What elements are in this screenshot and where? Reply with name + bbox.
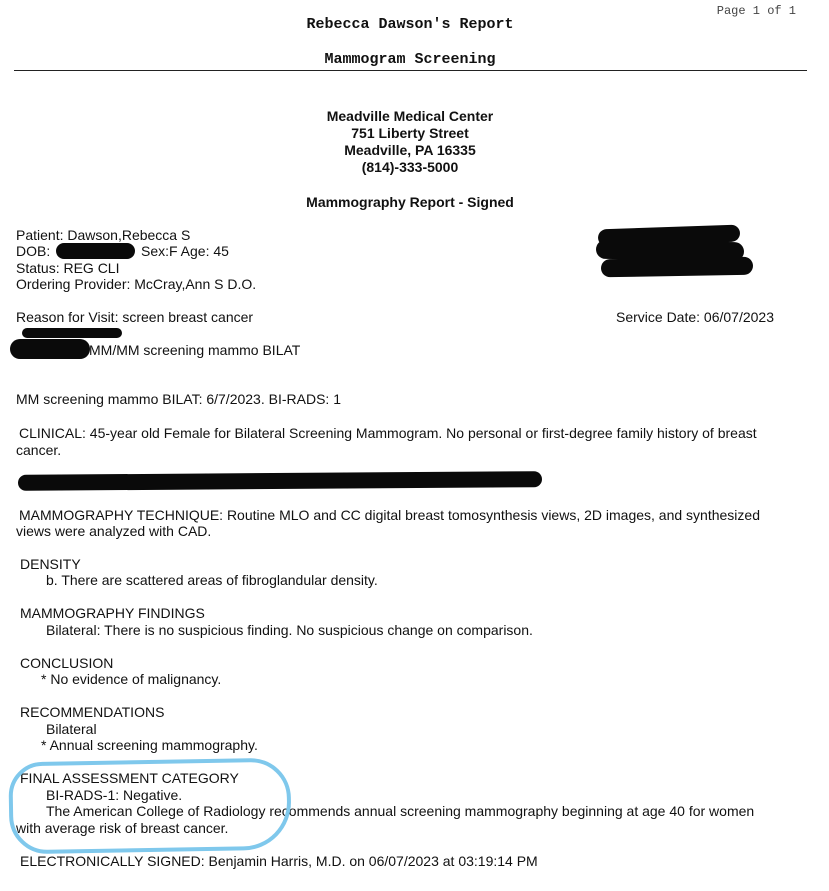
service-date: Service Date: 06/07/2023 <box>616 309 774 325</box>
reason-for-visit: Reason for Visit: screen breast cancer <box>16 309 254 325</box>
facility-street: 751 Liberty Street <box>351 125 469 141</box>
clinical-line-1: CLINICAL: 45-year old Female for Bilateral Screening Mammogram. No personal or first-degree family history of breast <box>19 425 757 441</box>
assessment-highlight-circle <box>8 758 292 855</box>
redaction-mark <box>18 471 542 491</box>
electronic-signature: ELECTRONICALLY SIGNED: Benjamin Harris, M.D. on 06/07/2023 at 03:19:14 PM <box>20 853 538 869</box>
findings-heading: MAMMOGRAPHY FINDINGS <box>20 605 205 621</box>
patient-status: Status: REG CLI <box>16 260 120 276</box>
redaction-mark <box>10 339 90 359</box>
exam-line: MM/MM screening mammo BILAT <box>89 342 301 358</box>
redaction-mark <box>22 328 122 338</box>
assessment-note-line-1: The American College of Radiology recommends annual screening mammography beginning at age 40 for women <box>46 803 755 819</box>
findings-text: Bilateral: There is no suspicious finding. No suspicious change on comparison. <box>46 622 533 638</box>
patient-dob-label: DOB: <box>16 243 51 259</box>
facility-phone: (814)-333-5000 <box>361 159 459 175</box>
recommendations-side: Bilateral <box>46 721 97 737</box>
recommendations-text: * Annual screening mammography. <box>41 737 258 753</box>
assessment-heading: FINAL ASSESSMENT CATEGORY <box>20 770 239 786</box>
header-divider <box>14 70 807 71</box>
report-status: Mammography Report - Signed <box>306 194 514 210</box>
technique-line-1: MAMMOGRAPHY TECHNIQUE: Routine MLO and CC digital breast tomosynthesis views, 2D images, and synthesized <box>19 507 760 523</box>
density-text: b. There are scattered areas of fibroglandular density. <box>46 572 378 588</box>
conclusion-heading: CONCLUSION <box>20 655 114 671</box>
redaction-mark <box>601 257 753 278</box>
report-subtitle: Mammogram Screening <box>324 51 496 68</box>
page-number: Page 1 of 1 <box>716 4 796 18</box>
facility-city: Meadville, PA 16335 <box>344 142 476 158</box>
clinical-line-2: cancer. <box>16 442 62 458</box>
assessment-note-line-2: with average risk of breast cancer. <box>16 820 229 836</box>
assessment-birads: BI-RADS-1: Negative. <box>46 787 183 803</box>
conclusion-text: * No evidence of malignancy. <box>41 671 222 687</box>
facility-name: Meadville Medical Center <box>326 108 494 124</box>
patient-name: Patient: Dawson,Rebecca S <box>16 227 191 243</box>
dob-redaction <box>56 243 135 259</box>
ordering-provider: Ordering Provider: McCray,Ann S D.O. <box>16 276 257 292</box>
report-title: Rebecca Dawson's Report <box>306 16 514 33</box>
density-heading: DENSITY <box>20 556 81 572</box>
exam-summary: MM screening mammo BILAT: 6/7/2023. BI-RADS: 1 <box>16 391 341 407</box>
technique-line-2: views were analyzed with CAD. <box>16 523 212 539</box>
recommendations-heading: RECOMMENDATIONS <box>20 704 165 720</box>
patient-sex-age: Sex:F Age: 45 <box>141 243 229 259</box>
